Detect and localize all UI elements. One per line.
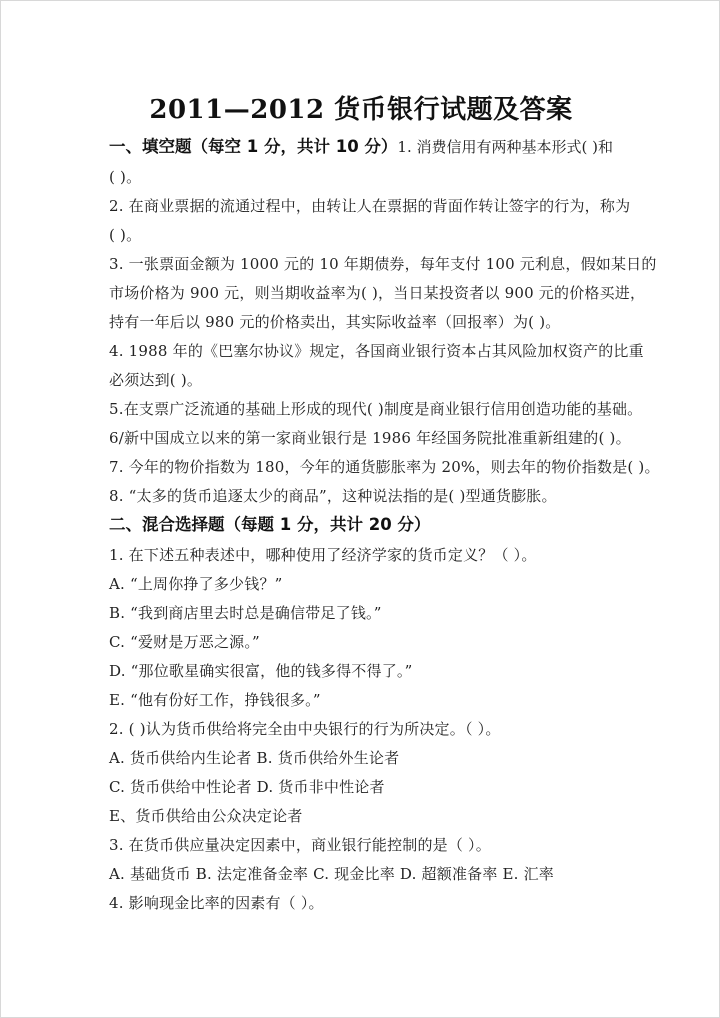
section-fill-blank-heading: 一、填空题（每空 1 分，共计 10 分）	[109, 137, 398, 156]
text-line: E. “他有份好工作，挣钱很多。”	[109, 691, 321, 709]
text-line: E、货币供给由公众决定论者	[109, 807, 303, 825]
text-line: 持有一年后以 980 元的价格卖出，其实际收益率（回报率）为( )。	[109, 313, 561, 331]
text-line: C. 货币供给中性论者 D. 货币非中性论者	[109, 778, 385, 796]
text-line: 8. “太多的货币追逐太少的商品”，这种说法指的是( )型通货膨胀。	[109, 487, 557, 505]
text-line: A. “上周你挣了多少钱？”	[109, 575, 283, 593]
text-line: 2. 在商业票据的流通过程中，由转让人在票据的背面作转让签字的行为，称为	[109, 197, 631, 215]
text-line: 7. 今年的物价指数为 180，今年的通货膨胀率为 20%，则去年的物价指数是( )。	[109, 458, 660, 476]
document-title: 2011—2012 货币银行试题及答案	[149, 95, 573, 125]
text-line: 4. 1988 年的《巴塞尔协议》规定，各国商业银行资本占其风险加权资产的比重	[109, 342, 644, 360]
text-line: A. 基础货币 B. 法定准备金率 C. 现金比率 D. 超额准备率 E. 汇率	[109, 865, 554, 883]
text-line: 6/新中国成立以来的第一家商业银行是 1986 年经国务院批准重新组建的( )。	[109, 429, 631, 447]
section-mixed-choice-heading: 二、混合选择题（每题 1 分，共计 20 分）	[109, 515, 431, 534]
text-line: ( )。	[109, 226, 142, 244]
text-line: 必须达到( )。	[109, 371, 203, 389]
text-line: C. “爱财是万恶之源。”	[109, 633, 260, 651]
text-line: 市场价格为 900 元，则当期收益率为( )，当日某投资者以 900 元的价格买进，	[109, 284, 646, 302]
text-line: 4. 影响现金比率的因素有（ ）。	[109, 894, 324, 912]
text-line: 2. ( )认为货币供给将完全由中央银行的行为所决定。（ ）。	[109, 720, 501, 738]
text-line: 5.在支票广泛流通的基础上形成的现代( )制度是商业银行信用创造功能的基础。	[109, 400, 643, 418]
text-line: B. “我到商店里去时总是确信带足了钱。”	[109, 604, 382, 622]
text-line: 3. 在货币供应量决定因素中，商业银行能控制的是（ ）。	[109, 836, 491, 854]
text-line: 1. 在下述五种表述中，哪种使用了经济学家的货币定义？（ ）。	[109, 546, 537, 564]
section-fill-blank-heading-row	[109, 137, 629, 157]
text-line: D. “那位歌星确实很富，他的钱多得不得了。”	[109, 662, 413, 680]
question-1-text: 1. 消费信用有两种基本形式( )和	[397, 138, 613, 156]
text-line: 3. 一张票面金额为 1000 元的 10 年期债券，每年支付 100 元利息，假如某日的	[109, 255, 657, 273]
text-line: A. 货币供给内生论者 B. 货币供给外生论者	[109, 749, 400, 767]
text-line: ( )。	[109, 168, 142, 186]
